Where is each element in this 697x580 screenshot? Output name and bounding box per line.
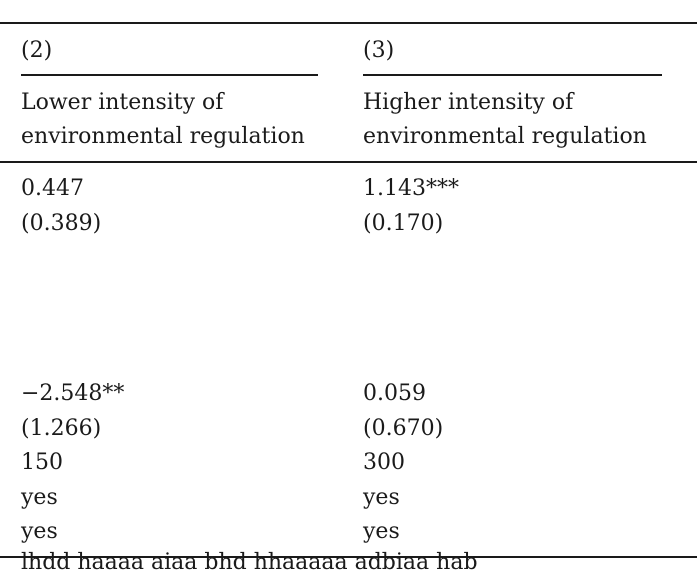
column-3-fixed-effect-2: yes: [363, 519, 400, 544]
column-2-fixed-effect-1: yes: [21, 485, 58, 510]
column-2-header-line1: Lower intensity of: [21, 90, 224, 115]
column-2-std-error-1: (0.389): [21, 211, 102, 236]
column-2-observations: 150: [21, 450, 63, 475]
column-2-underline: [21, 74, 318, 76]
column-2-number: (2): [21, 38, 53, 63]
column-2-coefficient-1: 0.447: [21, 176, 84, 201]
column-3-coefficient-2: 0.059: [363, 381, 426, 406]
top-rule: [0, 22, 697, 24]
column-3-header-line1: Higher intensity of: [363, 90, 574, 115]
column-3-coefficient-1: 1.143***: [363, 176, 459, 201]
column-3-underline: [363, 74, 662, 76]
cropped-footnote-text: lhdd haaaa aiaa bhd hhaaaaa adbiaa hab: [21, 550, 478, 575]
column-3-fixed-effect-1: yes: [363, 485, 400, 510]
column-3-header-line2: environmental regulation: [363, 124, 647, 149]
column-2-coefficient-2: −2.548**: [21, 381, 125, 406]
column-2-std-error-2: (1.266): [21, 416, 102, 441]
column-3-observations: 300: [363, 450, 405, 475]
column-3-std-error-2: (0.670): [363, 416, 444, 441]
column-3-std-error-1: (0.170): [363, 211, 444, 236]
column-3-number: (3): [363, 38, 395, 63]
column-2-header-line2: environmental regulation: [21, 124, 305, 149]
header-bottom-rule: [0, 161, 697, 163]
column-2-fixed-effect-2: yes: [21, 519, 58, 544]
